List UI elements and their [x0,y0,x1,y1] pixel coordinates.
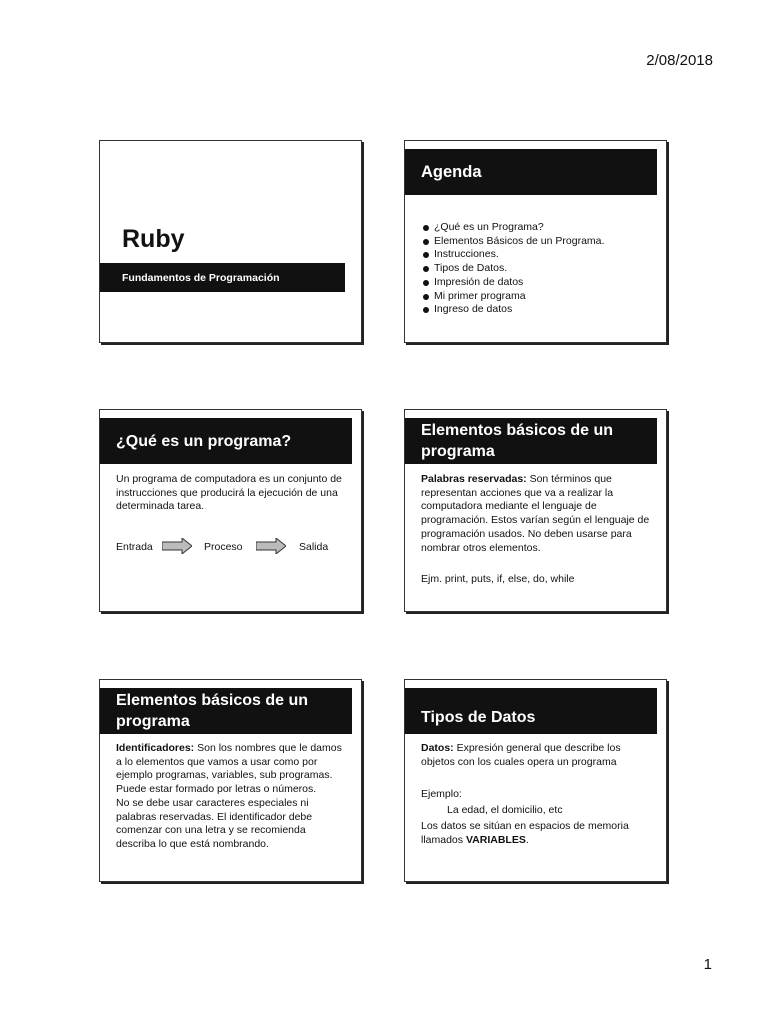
slide6-title: Tipos de Datos [405,688,657,734]
page-number: 1 [703,956,712,973]
agenda-item: Impresión de datos [423,276,604,290]
slide-title [99,140,362,343]
variables-keyword: VARIABLES [465,833,526,846]
slide3-title: ¿Qué es un programa? [100,418,352,464]
slide6-example-label: Ejemplo: [421,788,462,800]
slide6-text [421,742,650,769]
slide-agenda [404,140,667,343]
slide4-text [421,473,650,555]
slide-palabras-reservadas [404,409,667,612]
slide5-text [116,742,345,852]
agenda-item: Tipos de Datos. [423,262,604,276]
agenda-item: ¿Qué es un Programa? [423,221,604,235]
agenda-item: Ingreso de datos [423,303,604,317]
flow-input: Entrada [116,541,153,553]
slide-identificadores [99,679,362,882]
slide3-text: Un programa de computadora es un conjunto de instrucciones que producirá la ejecución de una determinada tarea. [116,473,342,513]
agenda-item: Instrucciones. [423,248,604,262]
agenda-item: Mi primer programa [423,290,604,304]
slide-tipos-de-datos [404,679,667,882]
slide6-variables-line [421,820,650,847]
agenda-title: Agenda [405,149,657,195]
term-label: Datos: [421,742,454,754]
agenda-item: Elementos Básicos de un Programa. [423,235,604,249]
slide-title-heading: Ruby [122,225,185,253]
slide4-title: Elementos básicos de un programa [405,418,657,464]
agenda-list [423,221,604,317]
term-definition: Son los nombres que le damos a lo elementos que vamos a usar como por ejemplo programas, variables, sub programas. Puede estar formado por letras o números. [116,742,342,796]
term-definition: Son términos que representan acciones que va a realizar la computadora mediante el lenguaje de programación. Estos varían según el lenguaje de programación usados. No deben usarse para nombrar otros elementos. [421,473,650,554]
line-suffix: . [525,833,529,846]
page-date: 2/08/2018 [646,52,713,69]
slide5-title: Elementos básicos de un programa [100,688,352,734]
line-prefix: Los datos se sitúan en espacios de memoria llamados [421,820,629,846]
arrow-right-icon [162,538,192,554]
term-definition: Expresión general que describe los objetos con los cuales opera un programa [421,742,621,768]
term-label: Identificadores: [116,742,195,754]
slide4-example: Ejm. print, puts, if, else, do, while [421,573,575,585]
arrow-right-icon [256,538,286,554]
slide-subtitle: Fundamentos de Programación [100,263,345,292]
term-label: Palabras reservadas: [421,473,527,485]
slide-que-es-programa [99,409,362,612]
process-flow [116,538,336,558]
flow-process: Proceso [204,541,243,553]
flow-output: Salida [299,541,329,553]
slide5-note: No se debe usar caracteres especiales ni palabras reservadas. El identificador debe comenzar con una letra y se recomienda describa lo que está nombrando. [116,796,313,850]
slide6-example: La edad, el domicilio, etc [447,804,563,816]
